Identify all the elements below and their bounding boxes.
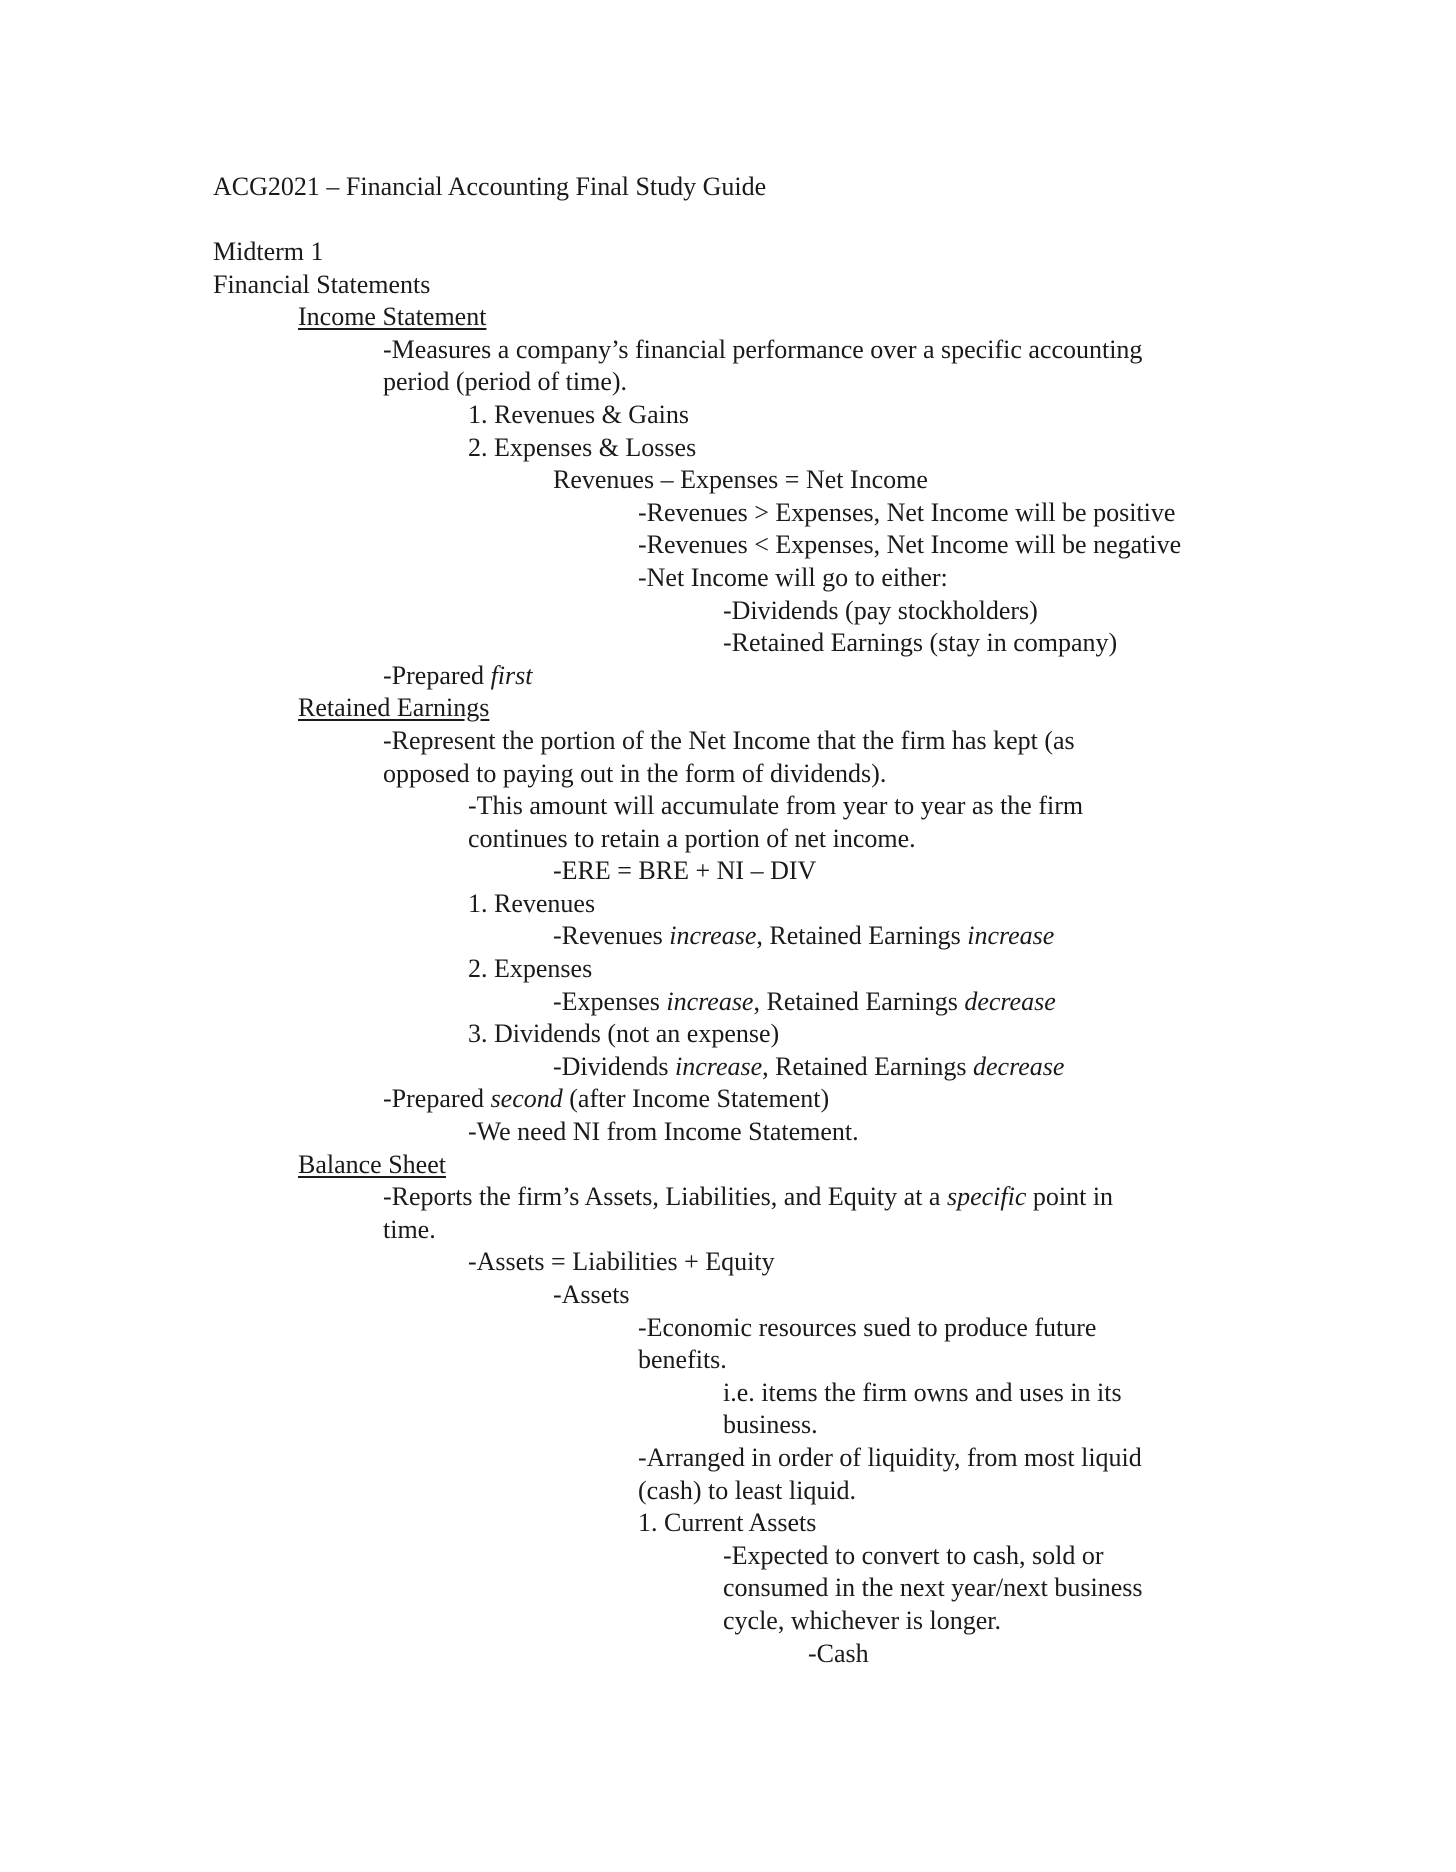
effect-text: -Expenses — [553, 986, 667, 1016]
net-income-negative: -Revenues < Expenses, Net Income will be negative — [638, 530, 1182, 560]
retained-earnings-definition: -Represent the portion of the Net Income that the firm has kept (as — [383, 725, 1075, 755]
balance-sheet-definition — [213, 1181, 1273, 1214]
assets-ie-cont: business. — [723, 1410, 818, 1440]
effect-text: , Retained Earnings — [756, 921, 968, 951]
assets-liquidity: -Arranged in order of liquidity, from most liquid — [638, 1442, 1142, 1472]
current-assets: 1. Current Assets — [638, 1508, 817, 1538]
prepared-emphasis: first — [490, 660, 533, 690]
net-income-positive: -Revenues > Expenses, Net Income will be positive — [638, 497, 1176, 527]
income-statement-definition: -Measures a company’s financial performance over a specific accounting — [383, 334, 1143, 364]
income-item-revenues: 1. Revenues & Gains — [468, 399, 689, 429]
current-assets-expected: -Expected to convert to cash, sold or — [723, 1540, 1104, 1570]
retained-earnings-heading: Retained Earnings — [298, 693, 490, 723]
topic-heading: Financial Statements — [213, 269, 431, 299]
re-item-revenues: 1. Revenues — [468, 888, 596, 918]
definition-text: point in — [1026, 1182, 1114, 1212]
document-title: ACG2021 – Financial Accounting Final Study Guide — [213, 172, 767, 201]
prepared-prefix: -Prepared — [383, 660, 491, 690]
income-item-expenses: 2. Expenses & Losses — [468, 432, 697, 462]
current-assets-cash: -Cash — [808, 1638, 869, 1668]
assets-liquidity-cont: (cash) to least liquid. — [638, 1475, 857, 1505]
re-item-dividends: 3. Dividends (not an expense) — [468, 1019, 780, 1049]
balance-sheet-definition-cont: time. — [383, 1214, 436, 1244]
effect-emphasis: increase — [675, 1051, 763, 1081]
retained-earnings-order — [213, 1083, 1273, 1116]
net-income-dividends: -Dividends (pay stockholders) — [723, 595, 1038, 625]
net-income-formula: Revenues – Expenses = Net Income — [553, 465, 928, 495]
effect-emphasis: increase — [669, 921, 757, 951]
retained-earnings-accumulate-cont: continues to retain a portion of net income. — [468, 823, 916, 853]
income-statement-order — [213, 660, 1273, 693]
section-heading: Midterm 1 — [213, 237, 324, 266]
effect-emphasis: decrease — [964, 986, 1056, 1016]
retained-earnings-definition-cont: opposed to paying out in the form of dividends). — [383, 758, 887, 788]
prepared-prefix: -Prepared — [383, 1084, 491, 1114]
re-item-dividends-effect — [213, 1051, 1273, 1084]
effect-text: -Dividends — [553, 1051, 676, 1081]
re-item-expenses: 2. Expenses — [468, 954, 593, 984]
net-income-destination: -Net Income will go to either: — [638, 562, 948, 592]
re-item-revenues-effect — [213, 920, 1273, 953]
current-assets-expected-cont2: cycle, whichever is longer. — [723, 1605, 1001, 1635]
accounting-equation: -Assets = Liabilities + Equity — [468, 1247, 775, 1277]
assets-economic-cont: benefits. — [638, 1345, 727, 1375]
definition-text: -Reports the firm’s Assets, Liabilities, and Equity at a — [383, 1182, 947, 1212]
assets-economic: -Economic resources sued to produce future — [638, 1312, 1097, 1342]
document-body — [213, 236, 1273, 1670]
prepared-suffix: (after Income Statement) — [562, 1084, 830, 1114]
balance-sheet-heading: Balance Sheet — [298, 1149, 446, 1179]
effect-text: , Retained Earnings — [753, 986, 965, 1016]
definition-emphasis: specific — [946, 1182, 1027, 1212]
effect-emphasis: increase — [666, 986, 754, 1016]
net-income-retained: -Retained Earnings (stay in company) — [723, 628, 1118, 658]
effect-emphasis: decrease — [973, 1051, 1065, 1081]
income-statement-heading: Income Statement — [298, 302, 487, 332]
ere-formula: -ERE = BRE + NI – DIV — [553, 856, 817, 886]
assets-ie: i.e. items the firm owns and uses in its — [723, 1377, 1122, 1407]
retained-earnings-accumulate: -This amount will accumulate from year to year as the firm — [468, 791, 1084, 821]
effect-text: , Retained Earnings — [762, 1051, 974, 1081]
income-statement-definition-cont: period (period of time). — [383, 367, 628, 397]
current-assets-expected-cont: consumed in the next year/next business — [723, 1573, 1143, 1603]
assets-heading: -Assets — [553, 1280, 630, 1309]
effect-text: -Revenues — [553, 921, 670, 951]
effect-emphasis: increase — [967, 921, 1055, 951]
retained-earnings-need-ni: -We need NI from Income Statement. — [468, 1117, 859, 1147]
prepared-emphasis: second — [490, 1084, 563, 1114]
re-item-expenses-effect — [213, 986, 1273, 1019]
